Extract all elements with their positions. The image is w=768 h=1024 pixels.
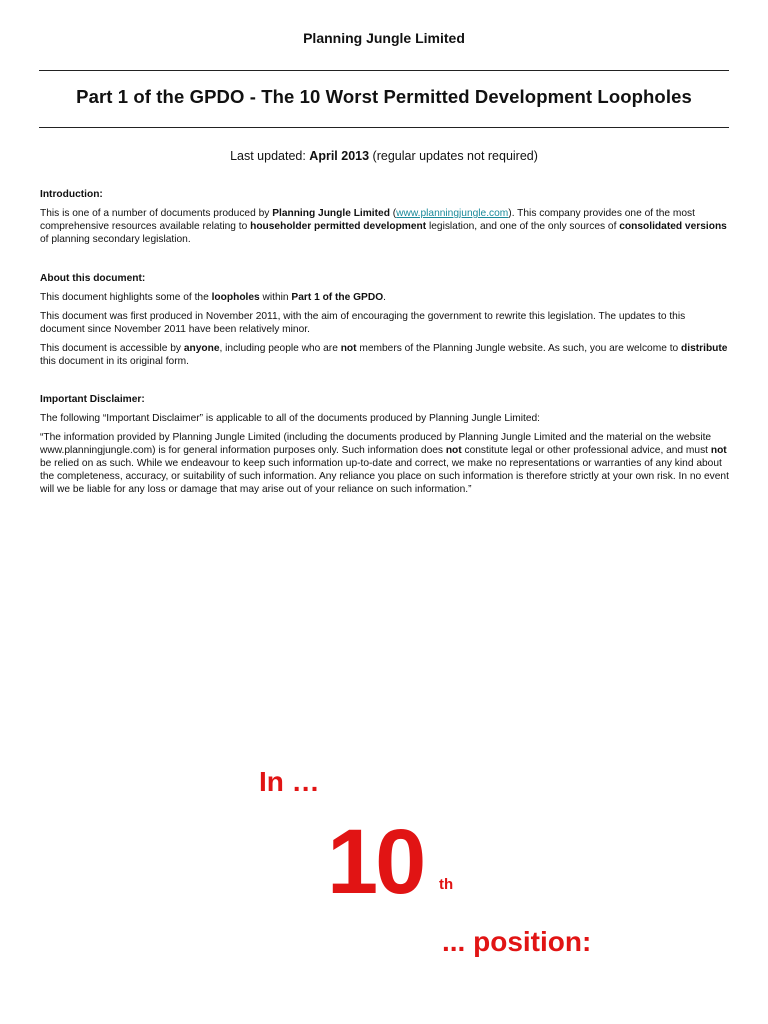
- website-link[interactable]: www.planningjungle.com: [396, 208, 509, 219]
- countdown-intro: In …: [259, 766, 320, 797]
- about-paragraph-1: This document highlights some of the loopholes within Part 1 of the GPDO.: [40, 292, 386, 303]
- top-divider: [39, 70, 729, 71]
- about-paragraph-2: This document was first produced in November 2011, with the aim of encouraging the government to rewrite this legislation. The updates to this document since November 2011 have been relatively minor.: [40, 311, 686, 335]
- introduction-heading: Introduction:: [40, 189, 103, 200]
- countdown-ordinal-suffix: th: [439, 876, 454, 893]
- title-divider: [39, 127, 729, 128]
- countdown-position-label: ... position:: [442, 926, 592, 957]
- disclaimer-paragraph-2: “The information provided by Planning Jungle Limited (including the documents produced by Planning Jungle Limited and the material on the website www.planningjungle.com) is for general information purposes only. Such information does not constitute legal or other professional advice, and must not be relied on as such. While we endeavour to keep such information up-to-date and correct, we make no representations or warranties of any kind about the completeness, accuracy, or suitability of such information. Any reliance you place on such information is therefore strictly at your own risk. In no event will we be liable for any loss or damage that may arise out of your reliance on such information.”: [40, 432, 729, 495]
- about-paragraph-3: This document is accessible by anyone, including people who are not members of the Planning Jungle website. As such, you are welcome to distribute this document in its original form.: [40, 343, 728, 367]
- disclaimer-section: [40, 393, 732, 496]
- last-updated: [0, 149, 768, 163]
- last-updated-date: April 2013: [309, 149, 370, 163]
- introduction-section: [40, 188, 732, 246]
- introduction-paragraph: This is one of a number of documents produced by Planning Jungle Limited (www.planningjungle.com). This company provides one of the most comprehensive resources available relating to householder permitted development legislation, and one of the only sources of consolidated versions of planning secondary legislation.: [40, 208, 727, 245]
- document-title: Part 1 of the GPDO - The 10 Worst Permitted Development Loopholes: [76, 86, 692, 107]
- about-section: [40, 272, 732, 368]
- last-updated-suffix: (regular updates not required): [369, 149, 538, 163]
- disclaimer-paragraph-1: The following “Important Disclaimer” is applicable to all of the documents produced by Planning Jungle Limited:: [40, 413, 541, 424]
- disclaimer-heading: Important Disclaimer:: [40, 394, 145, 405]
- last-updated-prefix: Last updated:: [230, 149, 310, 163]
- about-heading: About this document:: [40, 273, 146, 284]
- countdown-number: 10: [327, 811, 424, 913]
- company-name: Planning Jungle Limited: [303, 30, 465, 46]
